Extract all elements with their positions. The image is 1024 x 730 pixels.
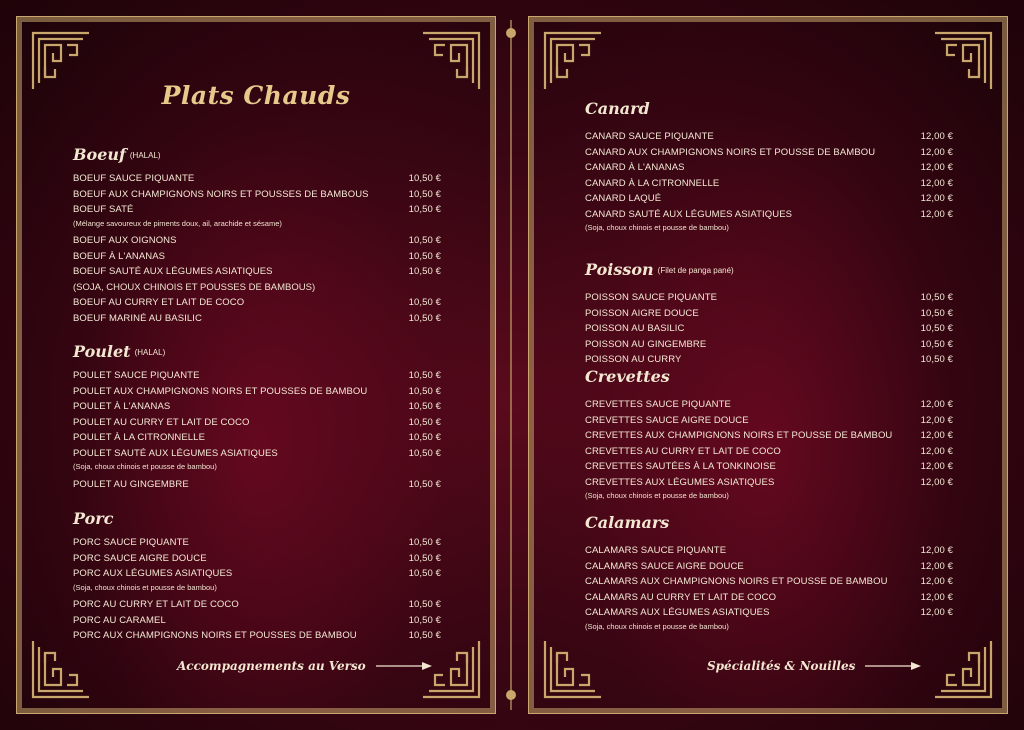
section-title xyxy=(585,513,669,532)
section-title xyxy=(73,145,161,164)
menu-item xyxy=(73,173,441,187)
menu-page-left xyxy=(16,16,496,714)
menu-item xyxy=(585,193,953,207)
menu-item xyxy=(73,235,441,249)
center-divider xyxy=(510,20,512,710)
divider-dot-bottom xyxy=(506,690,516,700)
menu-item xyxy=(73,448,441,462)
menu-item-name: BOEUF AU CURRY ET LAIT DE COCO xyxy=(73,297,245,308)
menu-item-price: 10,50 € xyxy=(408,312,441,324)
menu-item-price: 12,00 € xyxy=(920,414,953,426)
divider-dot-top xyxy=(506,28,516,38)
menu-item-price: 10,50 € xyxy=(408,537,441,548)
menu-item xyxy=(73,568,441,582)
section-title xyxy=(73,509,113,528)
menu-item-name: CREVETTES AU CURRY ET LAIT DE COCO xyxy=(585,445,781,457)
footer-nav-verso[interactable] xyxy=(177,659,432,673)
menu-item-price: 12,00 € xyxy=(920,146,953,158)
menu-item-name: POISSON AIGRE DOUCE xyxy=(585,307,699,319)
menu-item-price: 10,50 € xyxy=(920,292,953,303)
menu-item-price: 12,00 € xyxy=(920,476,953,488)
menu-item-name: CALAMARS AUX LÉGUMES ASIATIQUES xyxy=(585,607,770,618)
menu-item-name: CANARD SAUCE PIQUANTE xyxy=(585,131,714,142)
menu-item-name: BOEUF À L'ANANAS xyxy=(73,250,166,262)
menu-item-price: 12,00 € xyxy=(920,445,953,457)
menu-item-name: CREVETTES AUX CHAMPIGNONS NOIRS ET POUSSE DE BAMBOU xyxy=(585,430,893,441)
section-name: Crevettes xyxy=(585,367,670,386)
menu-item-name: BOEUF SATÉ xyxy=(73,204,134,215)
footer-label: Accompagnements au Verso xyxy=(177,659,366,673)
menu-item xyxy=(585,415,953,429)
menu-item xyxy=(585,178,953,192)
menu-item-price: 10,50 € xyxy=(408,478,441,490)
menu-item xyxy=(585,477,953,491)
menu-item xyxy=(73,599,441,613)
menu-item xyxy=(585,131,953,145)
menu-item-price: 12,00 € xyxy=(920,131,953,142)
menu-item-price: 10,50 € xyxy=(920,307,953,319)
menu-item-price: 10,50 € xyxy=(408,568,441,579)
menu-item-name: BOEUF MARINÉ AU BASILIC xyxy=(73,312,202,324)
footer-nav-specialites[interactable] xyxy=(707,659,921,673)
menu-item-name: POULET AUX CHAMPIGNONS NOIRS ET POUSSES DE BAMBOU xyxy=(73,385,368,397)
menu-item-name: BOEUF SAUTÉ AUX LÉGUMES ASIATIQUES xyxy=(73,266,273,277)
section-name: Poulet xyxy=(73,342,131,361)
menu-item xyxy=(73,615,441,629)
section-note: (HALAL) xyxy=(134,348,166,357)
menu-item-price: 10,50 € xyxy=(408,370,441,381)
section-name: Boeuf xyxy=(73,145,126,164)
menu-item-name: PORC AUX CHAMPIGNONS NOIRS ET POUSSES DE BAMBOU xyxy=(73,630,357,641)
menu-item-price: 12,00 € xyxy=(920,591,953,603)
menu-item-price: 10,50 € xyxy=(408,173,441,184)
item-description: (Soja, choux chinois et pousse de bambou) xyxy=(585,621,729,631)
menu-item-price: 10,50 € xyxy=(408,416,441,428)
section-title xyxy=(585,260,734,279)
menu-item-price: 10,50 € xyxy=(408,188,441,200)
menu-item-name: CANARD À L'ANANAS xyxy=(585,162,685,173)
menu-item-price: 12,00 € xyxy=(920,162,953,173)
item-description: (Soja, choux chinois et pousse de bambou) xyxy=(73,462,217,471)
menu-item xyxy=(585,607,953,621)
menu-item-price: 10,50 € xyxy=(408,401,441,412)
menu-item xyxy=(73,297,441,311)
greek-key-corner-icon xyxy=(543,639,603,699)
menu-item-price: 12,00 € xyxy=(920,430,953,441)
menu-item xyxy=(585,461,953,475)
footer-label: Spécialités & Nouilles xyxy=(707,659,856,673)
menu-item-name: CALAMARS SAUCE AIGRE DOUCE xyxy=(585,560,744,572)
menu-item-name: PORC SAUCE PIQUANTE xyxy=(73,537,189,548)
menu-item xyxy=(585,561,953,575)
menu-item-price: 10,50 € xyxy=(408,614,441,626)
menu-item xyxy=(585,592,953,606)
menu-item-name: POULET SAUTÉ AUX LÉGUMES ASIATIQUES xyxy=(73,447,278,459)
menu-item-name: CREVETTES SAUCE PIQUANTE xyxy=(585,399,731,410)
menu-item-price: 12,00 € xyxy=(920,576,953,587)
menu-item xyxy=(73,537,441,551)
greek-key-corner-icon xyxy=(31,639,91,699)
menu-item-name: POULET AU CURRY ET LAIT DE COCO xyxy=(73,416,250,428)
menu-item-price: 10,50 € xyxy=(408,599,441,610)
menu-item-price: 12,00 € xyxy=(920,545,953,556)
menu-item xyxy=(585,545,953,559)
greek-key-corner-icon xyxy=(543,31,603,91)
menu-item xyxy=(73,432,441,446)
menu-item-price: 10,50 € xyxy=(408,552,441,564)
menu-item-name: CALAMARS AUX CHAMPIGNONS NOIRS ET POUSSE DE BAMBOU xyxy=(585,576,888,587)
menu-item-name: PORC SAUCE AIGRE DOUCE xyxy=(73,552,207,564)
menu-item-name: CANARD LAQUÉ xyxy=(585,193,662,204)
menu-item xyxy=(73,630,441,644)
menu-item-name: BOEUF SAUCE PIQUANTE xyxy=(73,173,195,184)
menu-item xyxy=(585,147,953,161)
menu-item-price: 12,00 € xyxy=(920,193,953,204)
greek-key-corner-icon xyxy=(933,639,993,699)
menu-item-name: CREVETTES SAUCE AIGRE DOUCE xyxy=(585,414,749,426)
menu-item-name: BOEUF AUX OIGNONS xyxy=(73,235,177,246)
item-description: (Soja, choux chinois et pousse de bambou) xyxy=(585,223,729,232)
section-note: (HALAL) xyxy=(129,151,161,160)
menu-item-price: 10,50 € xyxy=(920,338,953,350)
menu-item-price: 12,00 € xyxy=(920,177,953,189)
menu-item-name: POULET À L'ANANAS xyxy=(73,401,171,412)
menu-item-name: CREVETTES SAUTÉES À LA TONKINOISE xyxy=(585,461,776,472)
menu-item xyxy=(585,430,953,444)
menu-item-price: 10,50 € xyxy=(920,323,953,334)
menu-item-price: 10,50 € xyxy=(408,266,441,277)
menu-item xyxy=(585,292,953,306)
menu-item xyxy=(585,209,953,223)
menu-item xyxy=(73,417,441,431)
section-name: Poisson xyxy=(585,260,654,279)
item-description: (Soja, choux chinois et pousse de bambou) xyxy=(73,582,217,592)
menu-item xyxy=(585,446,953,460)
arrow-right-icon xyxy=(865,661,921,671)
section-title xyxy=(585,367,670,386)
menu-item-price: 10,50 € xyxy=(408,432,441,443)
menu-item-name: CREVETTES AUX LÉGUMES ASIATIQUES xyxy=(585,476,775,488)
menu-item-name: PORC AU CARAMEL xyxy=(73,614,166,626)
menu-item xyxy=(585,354,953,368)
page-title: Plats Chauds xyxy=(161,81,351,110)
menu-item xyxy=(73,204,441,218)
menu-item-price: 10,50 € xyxy=(408,250,441,262)
menu-item xyxy=(73,479,441,493)
menu-item-name: CANARD À LA CITRONNELLE xyxy=(585,177,720,189)
menu-item-name: POISSON SAUCE PIQUANTE xyxy=(585,292,718,303)
section-title xyxy=(585,99,650,118)
menu-item xyxy=(585,162,953,176)
menu-item xyxy=(73,553,441,567)
item-description: (Soja, choux chinois et pousse de bambou) xyxy=(585,491,729,500)
menu-item-price: 12,00 € xyxy=(920,399,953,410)
section-title xyxy=(73,342,165,361)
menu-item xyxy=(73,251,441,265)
menu-item-price: 10,50 € xyxy=(408,385,441,397)
menu-item-price: 12,00 € xyxy=(920,560,953,572)
section-name: Porc xyxy=(73,509,114,528)
menu-item-name: PORC AUX LÉGUMES ASIATIQUES xyxy=(73,568,233,579)
arrow-right-icon xyxy=(376,661,432,671)
menu-item xyxy=(73,189,441,203)
menu-item-name: CALAMARS AU CURRY ET LAIT DE COCO xyxy=(585,591,777,603)
menu-item xyxy=(585,339,953,353)
menu-item-price: 10,50 € xyxy=(408,447,441,459)
menu-item-name: POULET SAUCE PIQUANTE xyxy=(73,370,200,381)
menu-item-price: 10,50 € xyxy=(408,297,441,308)
menu-item-name: BOEUF AUX CHAMPIGNONS NOIRS ET POUSSES DE BAMBOUS xyxy=(73,188,369,200)
menu-item xyxy=(73,266,441,280)
menu-item xyxy=(73,313,441,327)
menu-item-name: POISSON AU BASILIC xyxy=(585,323,685,334)
menu-item-name: POISSON AU CURRY xyxy=(585,354,682,365)
section-name: Canard xyxy=(585,99,650,118)
menu-item-name: POULET À LA CITRONNELLE xyxy=(73,432,206,443)
menu-item xyxy=(585,323,953,337)
section-note: (Filet de panga pané) xyxy=(657,266,734,275)
item-description: (Mélange savoureux de piments doux, ail, arachide et sésame) xyxy=(73,218,282,228)
menu-item-name: CANARD SAUTÉ AUX LÉGUMES ASIATIQUES xyxy=(585,208,793,220)
menu-item-name: PORC AU CURRY ET LAIT DE COCO xyxy=(73,599,239,610)
menu-item xyxy=(585,308,953,322)
menu-page-right xyxy=(528,16,1008,714)
menu-item xyxy=(585,576,953,590)
item-description: (SOJA, CHOUX CHINOIS ET POUSSES DE BAMBOUS) xyxy=(73,281,316,293)
menu-item-price: 10,50 € xyxy=(408,630,441,641)
menu-item-name: CALAMARS SAUCE PIQUANTE xyxy=(585,545,727,556)
menu-item-price: 10,50 € xyxy=(408,235,441,246)
menu-item-price: 12,00 € xyxy=(920,208,953,220)
menu-item xyxy=(73,370,441,384)
menu-item xyxy=(585,399,953,413)
menu-item-price: 12,00 € xyxy=(920,461,953,472)
greek-key-corner-icon xyxy=(933,31,993,91)
menu-item-name: CANARD AUX CHAMPIGNONS NOIRS ET POUSSE DE BAMBOU xyxy=(585,146,876,158)
menu-item-price: 10,50 € xyxy=(408,204,441,215)
menu-item xyxy=(73,386,441,400)
menu-item-price: 12,00 € xyxy=(920,607,953,618)
menu-item xyxy=(73,401,441,415)
menu-item-name: POISSON AU GINGEMBRE xyxy=(585,338,707,350)
section-name: Calamars xyxy=(585,513,670,532)
menu-item-name: POULET AU GINGEMBRE xyxy=(73,478,189,490)
menu-item-price: 10,50 € xyxy=(920,354,953,365)
